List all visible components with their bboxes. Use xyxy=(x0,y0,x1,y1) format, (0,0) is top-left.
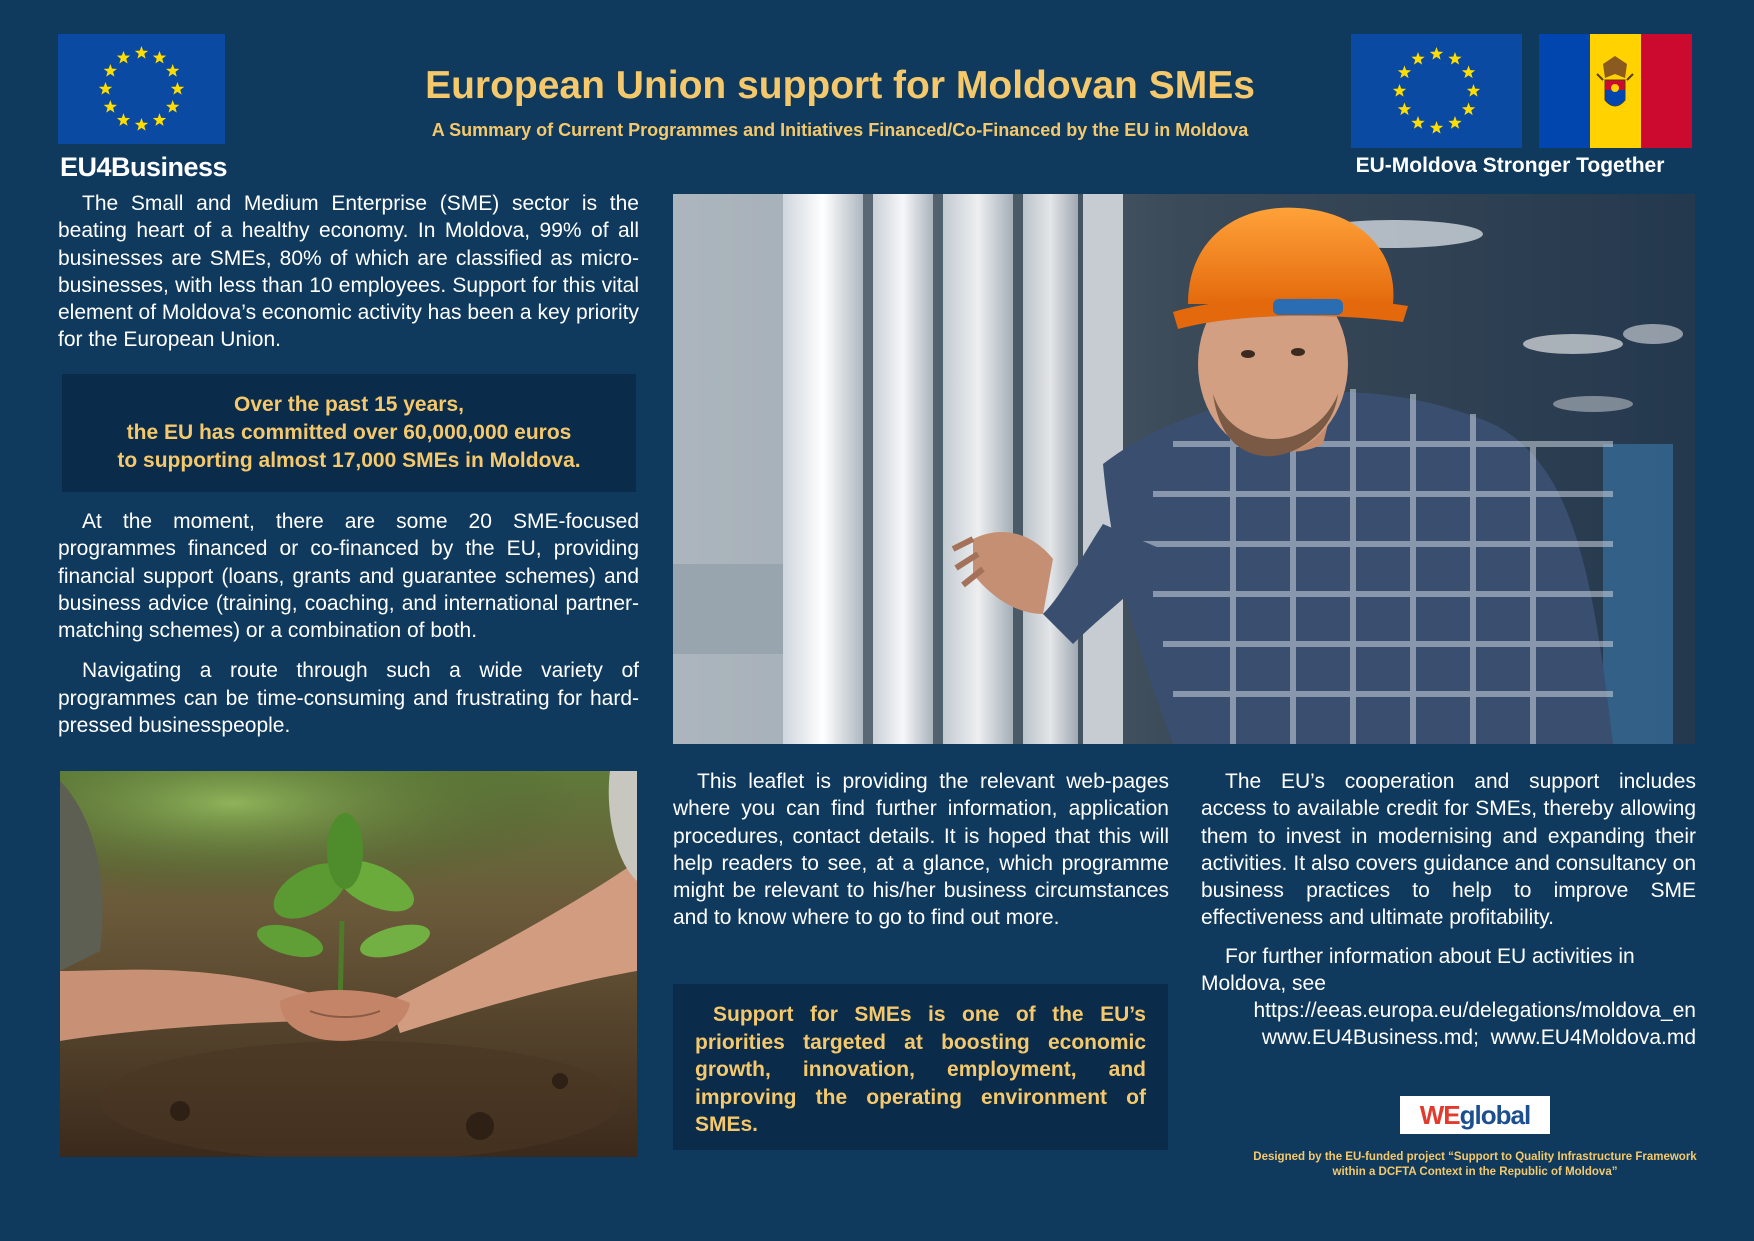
eu-star-icon xyxy=(1430,47,1443,60)
eu-star-icon xyxy=(135,118,148,131)
eu-star-icon xyxy=(1398,66,1411,79)
priorities-callout: Support for SMEs is one of the EU’s priorities targeted at boosting economic growth, innovation, employment, and improving the operating environment of SMEs. xyxy=(673,984,1168,1150)
eu-star-icon xyxy=(117,113,130,126)
commitment-callout xyxy=(62,374,636,492)
eu-star-icon xyxy=(1448,52,1461,65)
links-block xyxy=(1201,997,1696,1051)
cooperation-paragraph: The EU’s cooperation and support includes access to available credit for SMEs, thereby allowing them to invest in modernising and expanding their activities. It also covers guidance and consultancy on business practices to help to improve SME effectiveness and ultimate profitability. xyxy=(1201,770,1696,930)
eu-star-icon xyxy=(135,46,148,59)
eu-star-icon xyxy=(166,64,179,77)
moldova-flag-icon xyxy=(1539,34,1692,148)
eu-star-icon xyxy=(1411,52,1424,65)
navigating-paragraph: Navigating a route through such a wide variety of programmes can be time-consuming and frustrating for hard-pressed businesspeople. xyxy=(58,659,639,738)
programmes-section xyxy=(58,508,639,739)
callout-line: Over the past 15 years, xyxy=(234,393,464,416)
eu-star-icon xyxy=(1448,116,1461,129)
eu-star-icon xyxy=(104,100,117,113)
intro-section xyxy=(58,190,639,354)
page-title: European Union support for Moldovan SMEs xyxy=(425,64,1255,107)
eu-stars-icon xyxy=(58,34,225,144)
eu4business-label: EU4Business xyxy=(60,152,228,182)
eu-stars-icon xyxy=(1351,34,1522,148)
eu-star-icon xyxy=(99,82,112,95)
design-credit xyxy=(1210,1150,1740,1180)
eu-star-icon xyxy=(166,100,179,113)
programmes-paragraph: At the moment, there are some 20 SME-focused programmes financed or co-financed by the EU, providing financial support (loans, grants and guarantee schemes) and business advice (training, coaching, and international partner-matching schemes) or a combination of both. xyxy=(58,510,639,643)
eu4moldova-link[interactable]: www.EU4Moldova.md xyxy=(1490,1026,1696,1050)
leaflet-paragraph: This leaflet is providing the relevant web-pages where you can find further information, application procedures, contact details. It is hoped that this will help readers to see, at a glance, which programme might be relevant to his/her business circumstances and to know where to go to find out more. xyxy=(673,770,1169,930)
eu-star-icon xyxy=(1411,116,1424,129)
eu-flag-right xyxy=(1351,34,1522,148)
eu-star-icon xyxy=(117,51,130,64)
eu-star-icon xyxy=(104,64,117,77)
leaflet-section xyxy=(673,768,1169,932)
worker-hardhat-image xyxy=(673,194,1695,744)
credit-line: Designed by the EU-funded project “Support to Quality Infrastructure Framework xyxy=(1253,1151,1697,1163)
page-subtitle: A Summary of Current Programmes and Initiatives Financed/Co-Financed by the EU in Moldova xyxy=(431,120,1249,140)
hands-planting-seedling-image xyxy=(60,771,637,1157)
eu-flag-left xyxy=(58,34,225,144)
eu-star-icon xyxy=(1462,103,1475,116)
callout-line: to supporting almost 17,000 SMEs in Moldova. xyxy=(117,449,581,472)
callout-line: the EU has committed over 60,000,000 euros xyxy=(126,421,572,444)
eu-star-icon xyxy=(171,82,184,95)
eu-moldova-tagline: EU-Moldova Stronger Together xyxy=(1355,154,1665,177)
seedling-photo xyxy=(60,771,637,1157)
credit-line: within a DCFTA Context in the Republic of Moldova” xyxy=(1332,1166,1618,1178)
eu-star-icon xyxy=(1398,103,1411,116)
eu-star-icon xyxy=(1467,84,1480,97)
weglobal-logo-global: global xyxy=(1459,1099,1531,1130)
eu-star-icon xyxy=(153,51,166,64)
hero-photo xyxy=(673,194,1695,744)
eu-star-icon xyxy=(153,113,166,126)
eu4business-link[interactable]: www.EU4Business.md xyxy=(1261,1026,1474,1050)
intro-paragraph: The Small and Medium Enterprise (SME) sector is the beating heart of a healthy economy. In Moldova, 99% of all businesses are SMEs, 80% of which are classified as micro-businesses, with less than 10 employees. Support for this vital element of Moldova’s economic activity has been a key priority for the European Union. xyxy=(58,192,639,352)
weglobal-logo xyxy=(1400,1096,1550,1134)
eu-links-row: www.EU4Business.md; www.EU4Moldova.md xyxy=(1261,1026,1696,1050)
eu-star-icon xyxy=(1462,66,1475,79)
eeas-link[interactable]: https://eeas.europa.eu/delegations/moldova_en xyxy=(1253,999,1696,1023)
weglobal-logo-we: WE xyxy=(1419,1099,1460,1130)
cooperation-section xyxy=(1201,768,1696,1051)
eu-star-icon xyxy=(1393,84,1406,97)
moldova-flag xyxy=(1539,34,1692,148)
further-info-paragraph: For further information about EU activities in Moldova, see xyxy=(1201,944,1635,996)
eu-star-icon xyxy=(1430,121,1443,134)
